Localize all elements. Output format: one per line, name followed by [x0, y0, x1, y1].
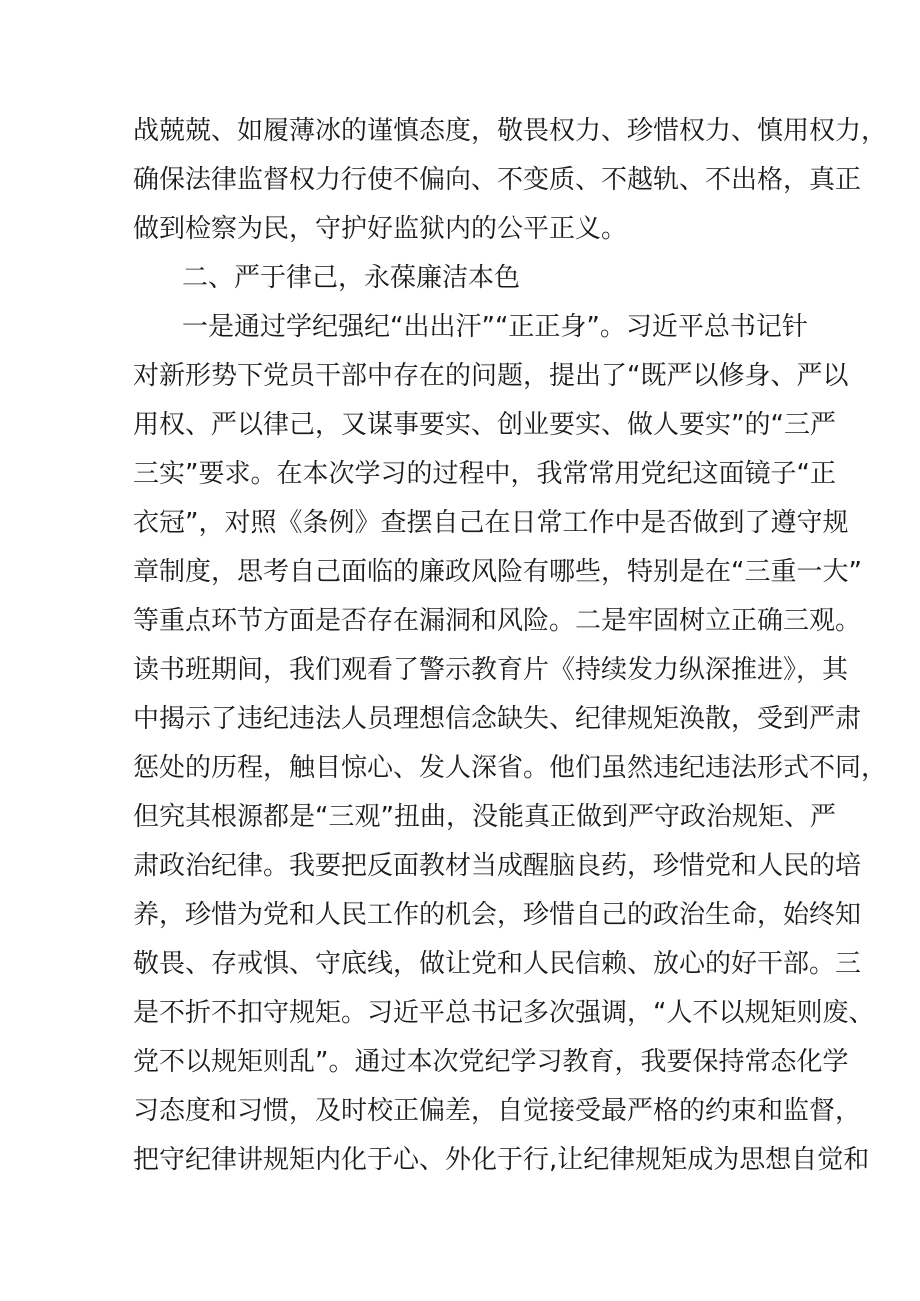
paragraph-line: 章制度，思考自己面临的廉政风险有哪些，特别是在“三重一大” [133, 557, 862, 587]
paragraph-line: 习态度和习惯，及时校正偏差，自觉接受最严格的约束和监督， [133, 1096, 862, 1126]
paragraph-line: 三实”要求。在本次学习的过程中，我常常用党纪这面镜子“正 [133, 459, 836, 489]
paragraph-line: 养，珍惜为党和人民工作的机会，珍惜自己的政治生命，始终知 [133, 900, 862, 930]
paragraph-line: 但究其根源都是“三观”扭曲，没能真正做到严守政治规矩、严 [133, 802, 836, 832]
paragraph-line: 等重点环节方面是否存在漏洞和风险。二是牢固树立正确三观。 [133, 606, 862, 636]
paragraph-line: 读书班期间，我们观看了警示教育片《持续发力纵深推进》，其 [133, 655, 849, 685]
paragraph-line: 衣冠”，对照《条例》查摆自己在日常工作中是否做到了遵守规 [133, 508, 849, 538]
paragraph-line: 是不折不扣守规矩。习近平总书记多次强调，“人不以规矩则废、 [133, 998, 875, 1028]
paragraph-line: 做到检察为民，守护好监狱内的公平正义。 [133, 214, 628, 244]
paragraph-line: 一是通过学纪强纪“出出汗”“正正身”。习近平总书记针 [182, 312, 808, 342]
section-heading: 二、严于律己，永葆廉洁本色 [182, 263, 521, 293]
paragraph-line: 用权、严以律己，又谋事要实、创业要实、做人要实”的“三严 [133, 410, 836, 440]
paragraph-line: 肃政治纪律。我要把反面教材当成醒脑良药，珍惜党和人民的培 [133, 851, 862, 881]
paragraph-line: 战兢兢、如履薄冰的谨慎态度，敬畏权力、珍惜权力、慎用权力， [133, 116, 888, 146]
paragraph-line: 确保法律监督权力行使不偏向、不变质、不越轨、不出格，真正 [133, 165, 862, 195]
paragraph-line: 敬畏、存戒惧、守底线，做让党和人民信赖、放心的好干部。三 [133, 949, 862, 979]
paragraph-line: 惩处的历程，触目惊心、发人深省。他们虽然违纪违法形式不同， [133, 753, 888, 783]
paragraph-line: 把守纪律讲规矩内化于心、外化于行,让纪律规矩成为思想自觉和 [133, 1145, 870, 1175]
paragraph-line: 中揭示了违纪违法人员理想信念缺失、纪律规矩涣散，受到严肃 [133, 704, 862, 734]
paragraph-line: 党不以规矩则乱”。通过本次党纪学习教育，我要保持常态化学 [133, 1047, 849, 1077]
paragraph-line: 对新形势下党员干部中存在的问题，提出了“既严以修身、严以 [133, 361, 849, 391]
